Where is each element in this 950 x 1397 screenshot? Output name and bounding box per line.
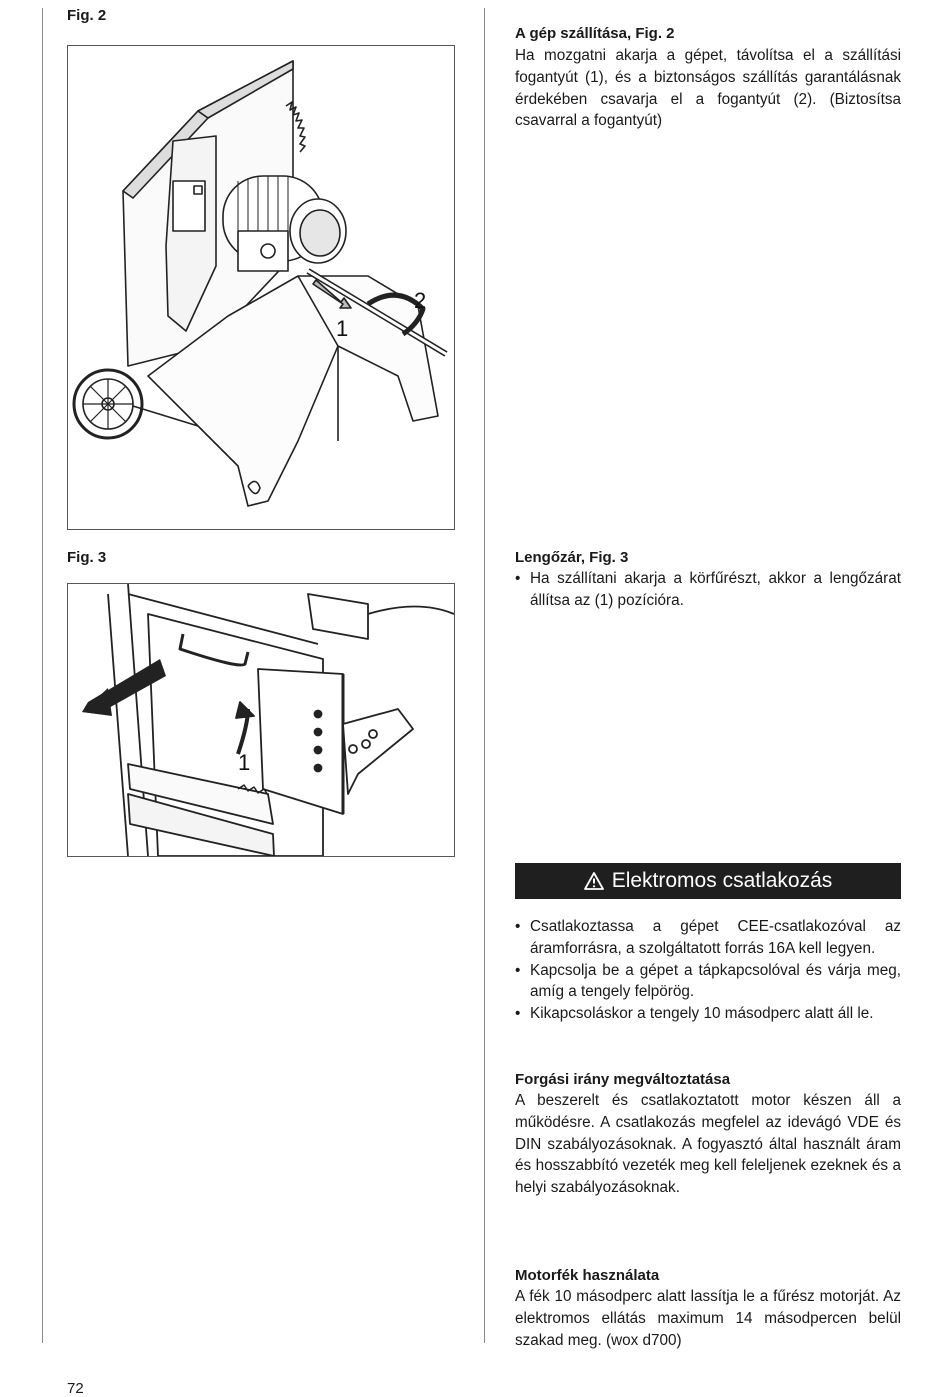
column-divider-rule	[484, 8, 485, 1343]
fig2-callout-2: 2	[414, 288, 427, 313]
left-margin-rule	[42, 8, 43, 1343]
fig3-illustration	[67, 583, 455, 857]
list-item: • Csatlakoztassa a gépet CEE-csatlakozóval az áramforrásra, a szolgáltatott forrás 16A kell legyen.	[515, 916, 901, 960]
rotation-body: A beszerelt és csatlakoztatott motor készen áll a működésre. A csatlakozás megfelel az idevágó VDE és DIN szabályozásoknak. A fogyasztó által használt áram és hosszabbító vezeték meg kell feleljenek ezeknek és a helyi szabályozásoknak.	[515, 1092, 901, 1197]
list-item: • Kikapcsoláskor a tengely 10 másodperc alatt áll le.	[515, 1003, 901, 1025]
electrical-list	[515, 916, 901, 1025]
electrical-banner	[515, 863, 901, 899]
fig2-illustration	[67, 45, 455, 530]
pendulum-lock-heading: Lengőzár, Fig. 3	[515, 549, 629, 566]
fig2-callout-1: 1	[336, 316, 349, 341]
list-item: • Kapcsolja be a gépet a tápkapcsolóval és várja meg, amíg a tengely felpörög.	[515, 960, 901, 1004]
transport-body: Ha mozgatni akarja a gépet, távolítsa el a szállítási fogantyút (1), és a biztonságos szállítás garantálásnak érdekében csavarja el a fogantyút (2). (Biztosítsa csavarral a fogantyút)	[515, 47, 901, 130]
motor-brake-body: A fék 10 másodperc alatt lassítja le a fűrész motorját. Az elektromos ellátás maximum 14 másodpercen belül szakad meg. (wox d700)	[515, 1288, 901, 1349]
electrical-banner-title: Elektromos csatlakozás	[611, 869, 833, 892]
fig3-label: Fig. 3	[67, 549, 107, 566]
fig2-label: Fig. 2	[67, 7, 107, 24]
warning-triangle-icon	[584, 871, 604, 891]
motor-brake-heading: Motorfék használata	[515, 1267, 660, 1284]
list-item: • Ha szállítani akarja a körfűrészt, akkor a lengőzárat állítsa az (1) pozícióra.	[515, 568, 901, 612]
pendulum-lock-list	[515, 568, 901, 612]
page-number: 72	[67, 1380, 84, 1397]
rotation-heading: Forgási irány megváltoztatása	[515, 1071, 731, 1088]
fig3-callout-1: 1	[238, 750, 251, 775]
transport-heading: A gép szállítása, Fig. 2	[515, 25, 675, 42]
